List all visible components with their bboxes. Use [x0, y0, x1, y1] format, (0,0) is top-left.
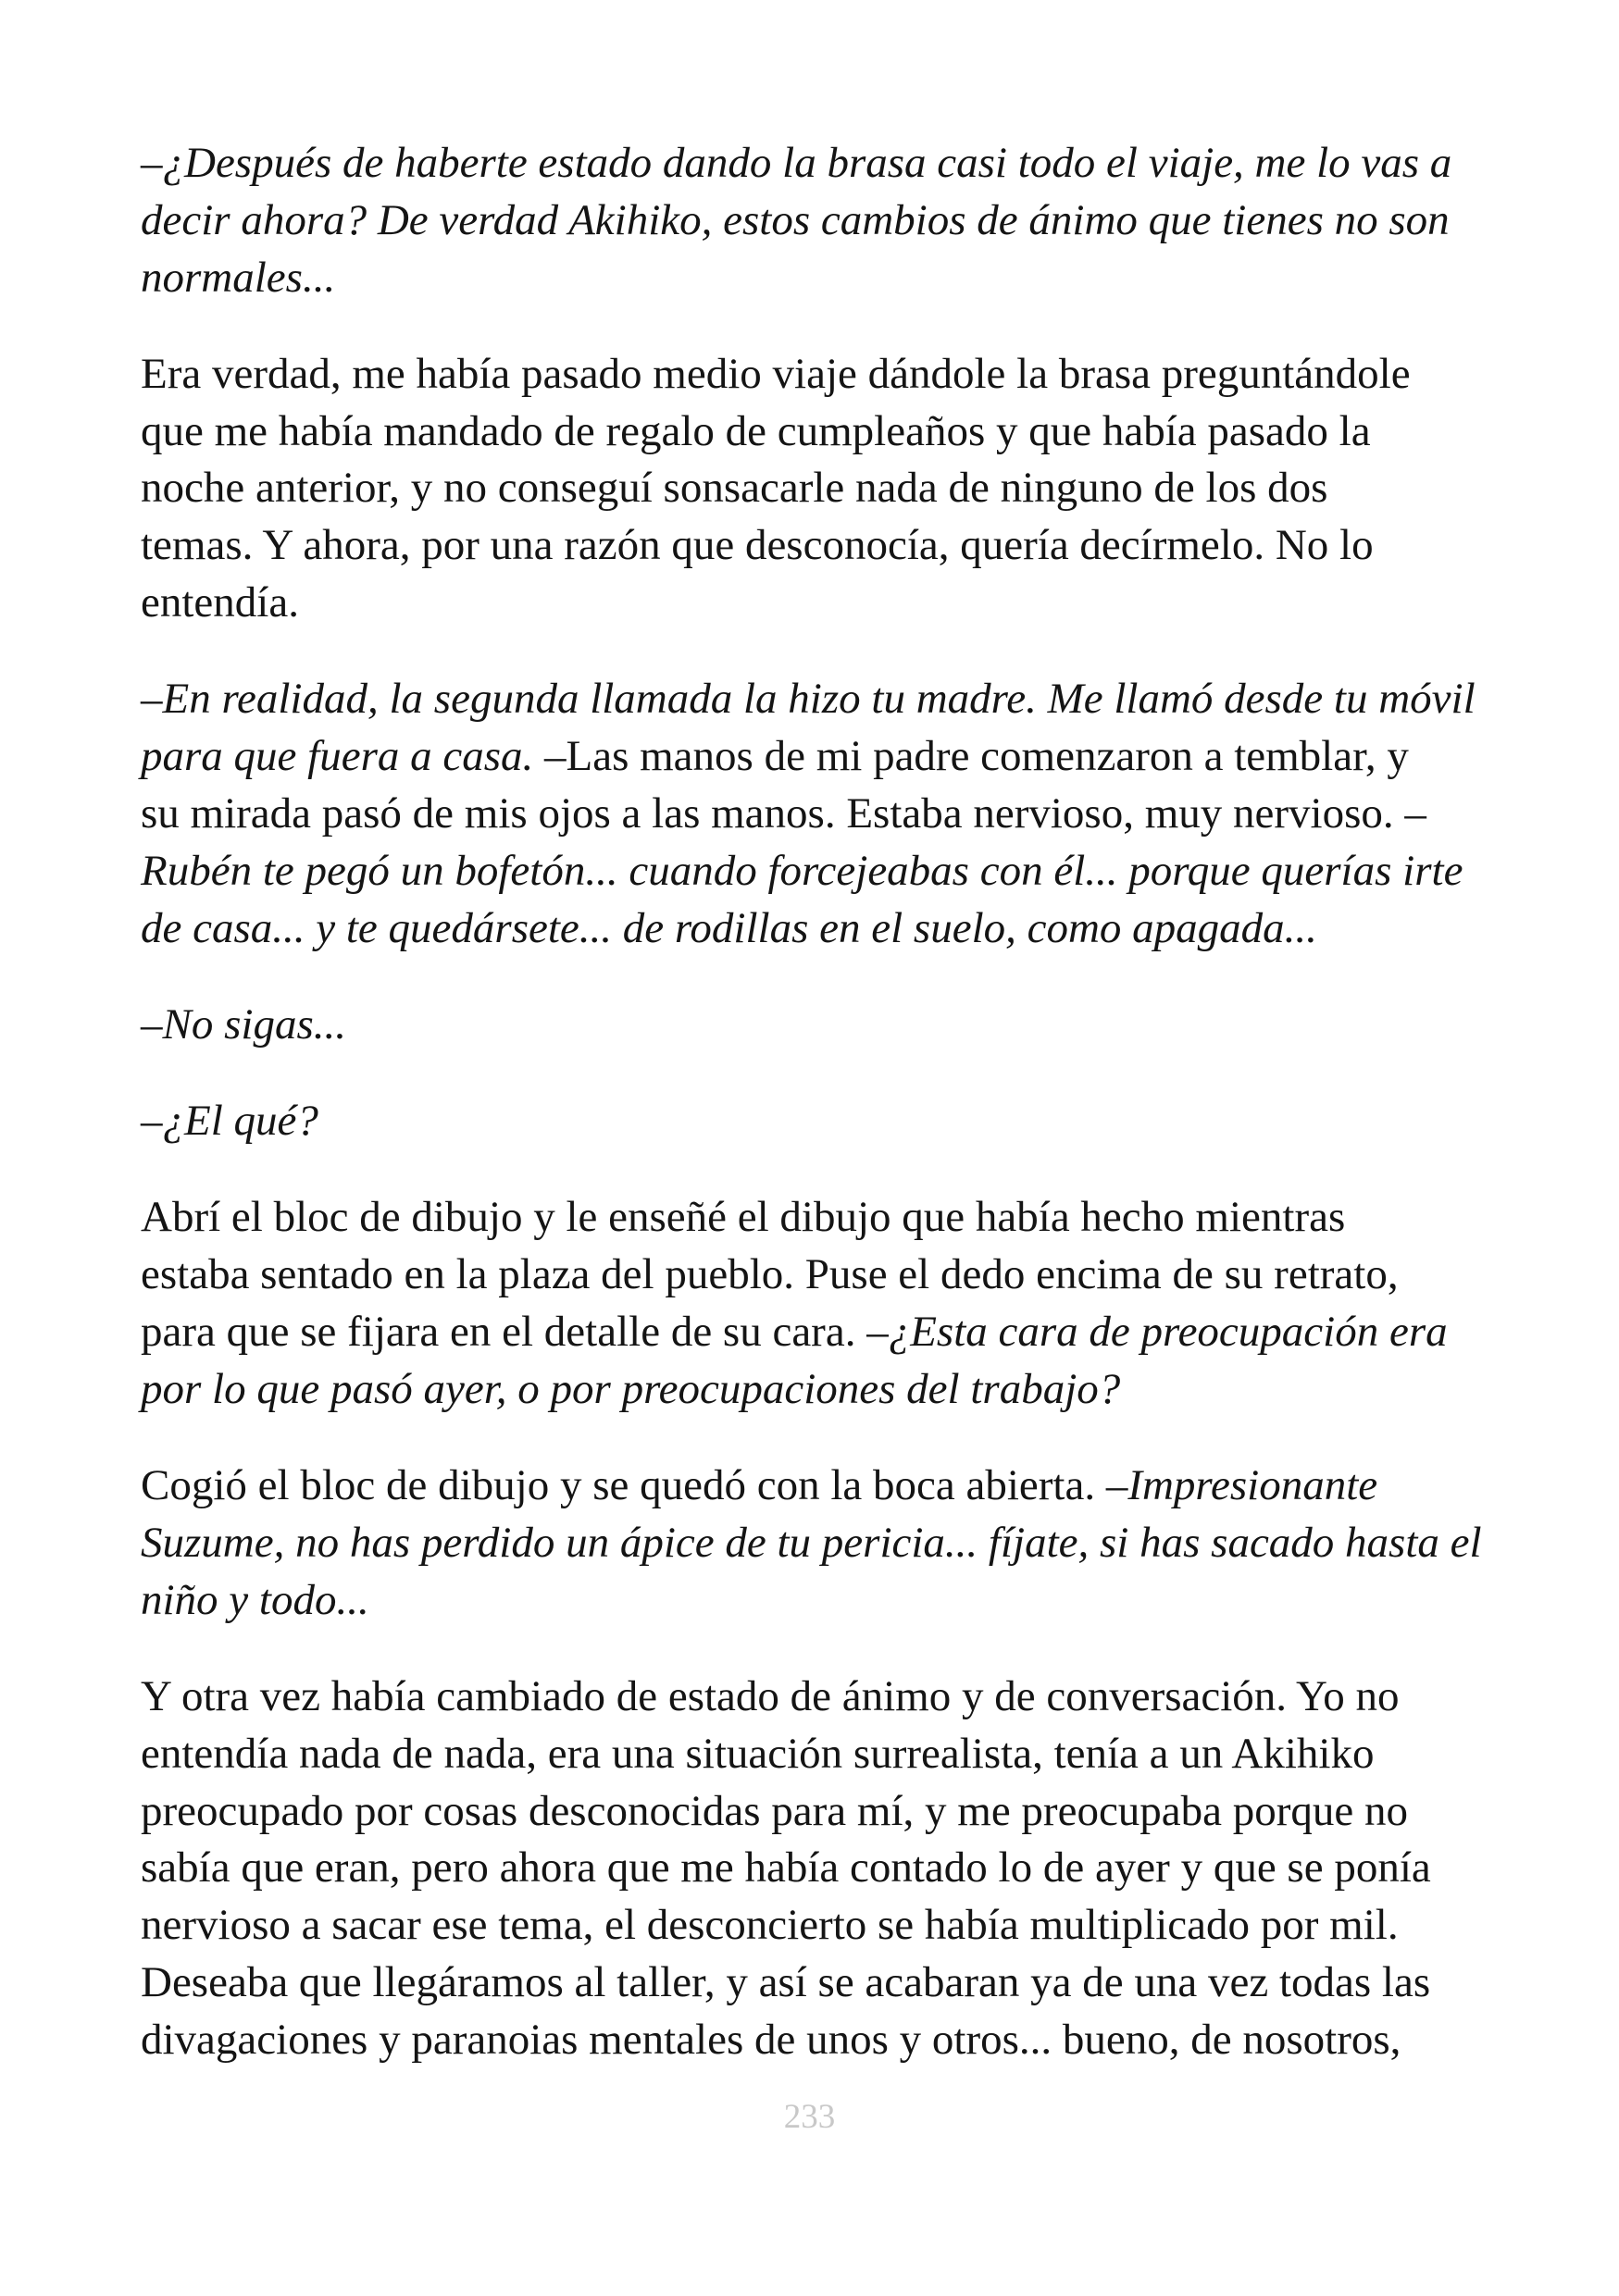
text-run: Abrí el bloc de dibujo y le enseñé el dibujo que había hecho mientras [141, 1193, 1346, 1242]
text-line [141, 1093, 1501, 1150]
text-run: temas. Y ahora, por una razón que desconocía, quería decírmelo. No lo [141, 521, 1374, 570]
paragraph [141, 1093, 1501, 1150]
text-run: noche anterior, y no conseguí sonsacarle nada de ninguno de los dos [141, 464, 1328, 513]
text-line [141, 671, 1501, 728]
text-run: preocupado por cosas desconocidas para mí, y me preocupaba porque no [141, 1786, 1409, 1835]
text-line [141, 900, 1501, 958]
text-line [141, 575, 1501, 632]
italic-text-run: niño y todo... [141, 1575, 369, 1624]
italic-text-run: decir ahora? De verdad Akihiko, estos cambios de ánimo que tienes no son [141, 195, 1450, 244]
text-line [141, 1840, 1501, 1897]
text-line [141, 346, 1501, 403]
text-line [141, 997, 1501, 1054]
text-line [141, 192, 1501, 250]
paragraph [141, 135, 1501, 306]
italic-text-run: de casa... y te quedársete... de rodillas en el suelo, como apagada... [141, 903, 1317, 952]
text-line [141, 1572, 1501, 1630]
text-run: para que se fijara en el detalle de su cara. – [141, 1308, 889, 1357]
text-line [141, 403, 1501, 461]
text-run: Deseaba que llegáramos al taller, y así se acabaran ya de una vez todas las [141, 1958, 1431, 2007]
text-run: Y otra vez había cambiado de estado de ánimo y de conversación. Yo no [141, 1672, 1400, 1721]
italic-text-run: Rubén te pegó un bofetón... cuando forcejeabas con él... porque querías irte [141, 846, 1463, 895]
text-run: divagaciones y paranoias mentales de unos y otros... bueno, de nosotros, [141, 2015, 1401, 2064]
text-run: Era verdad, me había pasado medio viaje dándole la brasa preguntándole [141, 349, 1411, 398]
text-run: entendía. [141, 578, 299, 627]
text-line [141, 1897, 1501, 1955]
italic-text-run: Suzume, no has perdido un ápice de tu pericia... fíjate, si has sacado hasta el [141, 1518, 1482, 1567]
text-line [141, 1189, 1501, 1247]
italic-text-run: Impresionante [1127, 1461, 1378, 1510]
text-run: Cogió el bloc de dibujo y se quedó con la boca abierta. – [141, 1461, 1128, 1510]
text-run: sabía que eran, pero ahora que me había contado lo de ayer y que se ponía [141, 1843, 1431, 1893]
page-number: 233 [783, 2098, 836, 2136]
text-run: que me había mandado de regalo de cumpleaños y que había pasado la [141, 406, 1371, 455]
text-line [141, 1361, 1501, 1419]
text-line [141, 517, 1501, 575]
italic-text-run: –No sigas... [141, 999, 346, 1049]
italic-text-run: ¿Esta cara de preocupación era [888, 1308, 1448, 1357]
text-run: –Las manos de mi padre comenzaron a temblar, y [533, 732, 1409, 781]
text-line [141, 2012, 1501, 2069]
paragraph [141, 346, 1501, 632]
text-run: entendía nada de nada, era una situación surrealista, tenía a un Akihiko [141, 1729, 1375, 1778]
text-line [141, 250, 1501, 307]
text-line [141, 1726, 1501, 1783]
paragraph [141, 1189, 1501, 1418]
text-line [141, 1669, 1501, 1726]
text-line [141, 843, 1501, 900]
text-line [141, 1955, 1501, 2012]
italic-text-run: –En realidad, la segunda llamada la hizo tu madre. Me llamó desde tu móvil [141, 675, 1476, 724]
text-line [141, 1304, 1501, 1361]
text-line [141, 786, 1501, 843]
italic-text-run: normales... [141, 253, 336, 302]
text-line [141, 1458, 1501, 1515]
text-line [141, 728, 1501, 786]
text-line [141, 460, 1501, 517]
text-run: nervioso a sacar ese tema, el desconcierto se había multiplicado por mil. [141, 1901, 1399, 1950]
page-body-text [141, 135, 1501, 2108]
italic-text-run: –¿Después de haberte estado dando la brasa casi todo el viaje, me lo vas a [141, 139, 1452, 187]
text-line [141, 1783, 1501, 1841]
paragraph [141, 671, 1501, 957]
paragraph [141, 1458, 1501, 1629]
paragraph [141, 1669, 1501, 2069]
italic-text-run: –¿El qué? [141, 1097, 318, 1146]
text-run: estaba sentado en la plaza del pueblo. Puse el dedo encima de su retrato, [141, 1250, 1399, 1299]
italic-text-run: por lo que pasó ayer, o por preocupaciones del trabajo? [141, 1364, 1121, 1413]
italic-text-run: para que fuera a casa. [141, 732, 534, 781]
text-line [141, 135, 1501, 192]
paragraph [141, 997, 1501, 1054]
text-run: su mirada pasó de mis ojos a las manos. Estaba nervioso, muy nervioso. – [141, 788, 1426, 838]
text-line [141, 1515, 1501, 1572]
text-line [141, 1247, 1501, 1304]
